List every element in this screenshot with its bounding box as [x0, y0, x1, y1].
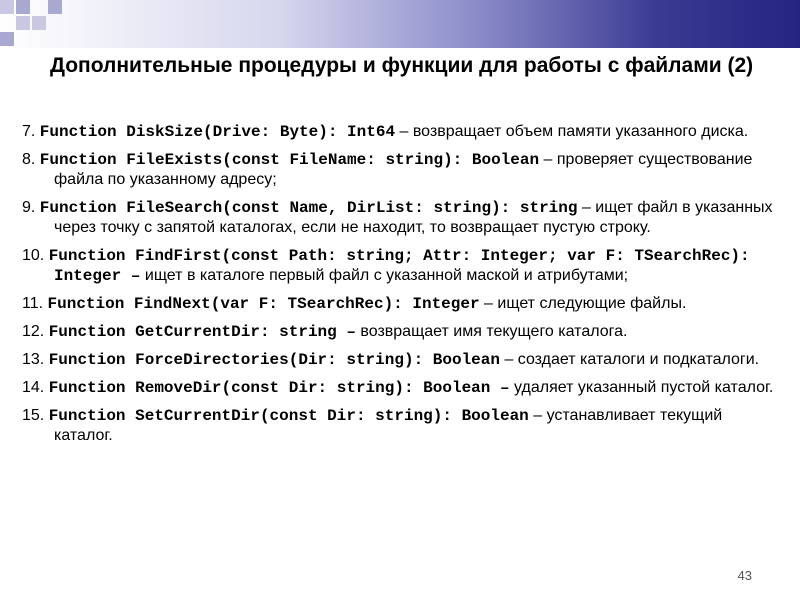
item-number: 11. — [22, 295, 44, 312]
function-signature: Function GetCurrentDir: string – — [48, 323, 356, 341]
list-item — [22, 378, 777, 398]
function-signature: Function FileSearch(const Name, DirList: string): string — [39, 199, 578, 217]
decor-square — [16, 16, 30, 30]
item-number: 10. — [22, 247, 45, 264]
function-signature: Function DiskSize(Drive: Byte): Int64 — [39, 123, 396, 141]
item-number: 7. — [22, 123, 36, 140]
list-item — [22, 150, 777, 190]
item-description: – создает каталоги и подкаталоги. — [504, 351, 760, 368]
decor-square — [0, 0, 14, 14]
item-description: – устанавливает текущий каталог. — [54, 407, 723, 444]
item-number: 12. — [22, 323, 45, 340]
function-signature: Function SetCurrentDir(const Dir: string): Boolean — [48, 407, 529, 425]
decor-square — [48, 0, 62, 14]
function-signature: Function FindFirst(const Path: string; Attr: Integer; var F: TSearchRec): Integer – — [48, 247, 750, 285]
item-number: 13. — [22, 351, 45, 368]
item-number: 15. — [22, 407, 45, 424]
list-item — [22, 350, 777, 370]
page-number: 43 — [737, 568, 752, 583]
item-description: – проверяет существование файла по указанному адресу; — [54, 151, 753, 188]
list-item — [22, 406, 777, 446]
function-signature: Function FindNext(var F: TSearchRec): Integer — [47, 295, 480, 313]
item-description: удаляет указанный пустой каталог. — [514, 379, 774, 396]
item-number: 9. — [22, 199, 36, 216]
decorative-squares — [0, 0, 64, 48]
slide-title: Дополнительные процедуры и функции для работы с файлами (2) — [50, 54, 754, 77]
function-signature: Function FileExists(const FileName: string): Boolean — [39, 151, 540, 169]
function-signature: Function RemoveDir(const Dir: string): Boolean – — [48, 379, 510, 397]
item-number: 8. — [22, 151, 36, 168]
item-description: – возвращает объем памяти указанного диска. — [399, 123, 749, 140]
item-description: ищет в каталоге первый файл с указанной маской и атрибутами; — [144, 267, 629, 284]
list-item — [22, 122, 777, 142]
header-gradient-bar — [0, 0, 800, 48]
item-description: – ищет файл в указанных через точку с запятой каталогах, если не находит, то возвращает пустую строку. — [54, 199, 773, 236]
function-signature: Function ForceDirectories(Dir: string): Boolean — [48, 351, 500, 369]
list-item — [22, 294, 777, 314]
item-description: – ищет следующие файлы. — [484, 295, 687, 312]
item-description: возвращает имя текущего каталога. — [360, 323, 628, 340]
item-number: 14. — [22, 379, 45, 396]
decor-square — [0, 32, 14, 46]
list-item — [22, 322, 777, 342]
function-list — [22, 122, 777, 454]
list-item — [22, 198, 777, 238]
decor-square — [32, 16, 46, 30]
decor-square — [16, 0, 30, 14]
list-item — [22, 246, 777, 286]
